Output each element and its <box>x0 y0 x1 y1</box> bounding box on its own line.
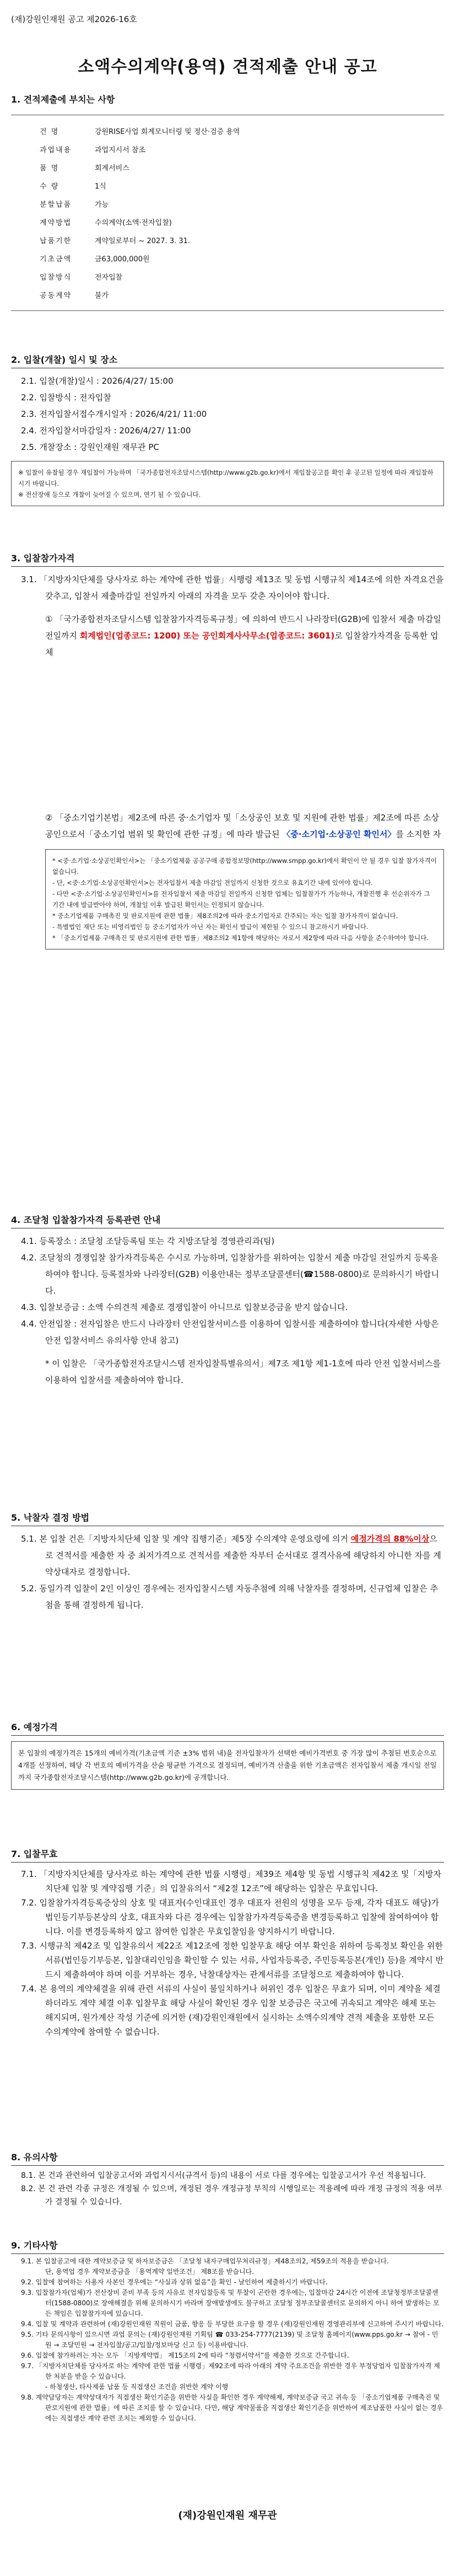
qualification-2: ② 「중소기업기본법」제2조에 따른 중·소기업자 및「소상공인 보호 및 지원에 관한 법률」제2조에 따른 소상공인으로서「중소기업 범위 및 확인에 관한 규정」에 따라 발급된 〈중·소기업·소상공인 확인서〉를 소지한 자 <box>45 813 441 839</box>
list-item: 4.4. 안전입찰 : 전자입찰은 반드시 나라장터 안전입찰서비스를 이용하여 입찰서를 제출하여야 합니다(자세한 사항은 안전 입찰서비스 유의사항 안내 참고) <box>21 1319 439 1345</box>
info-key: 품 명 <box>40 164 59 173</box>
list-item: 2.3. 전자입찰서접수개시일자 : 2026/4/21/ 11:00 <box>21 409 207 419</box>
section-4 <box>11 1213 444 1388</box>
info-value: 불가 <box>95 292 109 300</box>
info-key: 과업내용 <box>40 146 72 154</box>
info-value: 회계서비스 <box>95 164 129 173</box>
notice-box <box>11 461 444 506</box>
info-row <box>11 250 444 269</box>
notice-number: (재)강원인재원 공고 제2026-16호 <box>11 14 137 24</box>
section-4-title: 4. 조달청 입찰참가자격 등록관련 안내 <box>11 1215 161 1225</box>
paragraph: 3.1. 「지방자치단체를 당사자로 하는 계약에 관한 법률」시행령 제13조 및 동법 시행규칙 제14조에 의한 자격요건을 갖추고, 입찰서 제출마감일 전일까지 아래의 자격을 모두 갖춘 자이어야 합니다. <box>21 575 444 601</box>
list-item: 9.8. 계약담당자는 계약상대자가 직접생산 확인기준을 위반한 사실을 확인한 경우 계약해제, 계약보증금 국고 귀속 등 「중소기업제품 구매촉진 및 판로지원에 관한 법률」에 따른 조치를 할 수 있습니다. 다만, 해당 계약물품을 직접생산 확인기준을 위반하여 제조납품한 사실이 없는 경우에는 직접생산 계약 관련 조치는 제외할 수 있습니다. <box>21 2393 443 2422</box>
list-item: 2.2. 입찰방식 : 전자입찰 <box>21 393 111 402</box>
info-row <box>11 269 444 287</box>
note-text: * 「중소기업제품 구매촉진 및 판로지원에 관한 법률」제8조의2 제1항에 해당하는 자로서 제2항에 따라 다음 사항을 준수하여야 합니다. <box>52 934 429 942</box>
info-key: 수 량 <box>40 183 59 191</box>
list-item: 2.4. 전자입찰서마감일자 : 2026/4/27/ 11:00 <box>21 426 191 436</box>
list-item: 9.1. 본 입찰공고에 대한 계약보증금 및 하자보증금은 「조달청 내자구매업무처리규정」제48조의2, 제59조의 적용을 받습니다. <box>21 2257 389 2265</box>
section-3-title: 3. 입찰참가자격 <box>11 553 75 564</box>
info-value: 전자입찰 <box>95 273 123 282</box>
list-item: 9.2. 입찰에 참여하는 사용자 사본인 경우에는 “사실과 상위 없음”을 확인 - 날인하여 제출하시기 바랍니다. <box>21 2278 328 2286</box>
list-item: 2.5. 개찰장소 : 강원인재원 재무관 PC <box>21 442 159 452</box>
list-item: 9.5. 기타 문의사항이 있으시면 과업 문의는 (재)강원인재원 기획팀 ☎ 033-254-7777(2139) 및 조달청 홈페이지(www.pps.go.kr → 참여 - 민원 → 조달민원 → 전자입찰/공고/입찰/정보마당 신고 등) 이용바랍니다. <box>21 2331 438 2349</box>
info-row <box>11 123 444 141</box>
list-item: 7.3. 시행규칙 제42조 및 입찰유의서 제22조 제12조에 정한 입찰무효 해당 여부 확인을 위하여 등록정보 확인을 위한 서류(법인등기부등본, 입찰대리인임을 확인할 수 있는 서류, 사업자등록증, 주민등록등본(개인) 등)을 계약시 반드시 제출하여야 하며 이를 거부하는 경우, 낙찰대상자는 관계서류를 조달청으로 제출하여야 합니다. <box>21 1941 443 1979</box>
list-item: 7.4. 본 용역의 계약체결을 위해 관련 서류의 사실이 불일치하거나 허위인 경우 입찰은 무효가 되며, 이미 계약을 체결하더라도 계약 체결 이후 입찰무효 해당 사실이 확인된 경우 입찰 보증금은 국고에 귀속되고 계약은 해제 또는 해지되며, 원가계산 작성 기준에 의거한 (재)강원인재원에서 실시하는 소액수의계약 견적 제출을 포함한 모든 수의계약에 참여할 수 없습니다. <box>21 1984 441 2037</box>
info-value: 강원RISE사업 회계모니터링 및 정산·검증 용역 <box>95 128 240 136</box>
section-1-title: 1. 견적제출에 부치는 사항 <box>11 94 115 105</box>
info-row <box>11 196 444 214</box>
info-value: 과업지시서 참조 <box>95 146 146 154</box>
list-item: 9.3. 입찰참가자(업체)가 전산장비 준비 부족 등의 사유로 전자입찰등록 및 투찰이 곤란한 경우에는, 입찰마감 24시간 이전에 조달청정부조달콜센터(1588-0800)로 장애해결을 위해 문의하시기 바라며 장애발생에도 불구하고 조달청 정부조달콜센터로 문의하지 아니 하여 발생하는 모든 책임은 입찰참가자에 있습니다. <box>21 2289 440 2317</box>
info-value: 가능 <box>95 201 109 209</box>
section-6-title: 6. 예정가격 <box>11 1722 58 1732</box>
divider <box>11 1735 444 1736</box>
list-item: 5.1. 본 입찰 건은「지방자치단체 입찰 및 계약 집행기준」제5장 수의계약 운영요령에 의거 예정가격의 88%이상으로 견적서를 제출한 자 중 최저가격으로 견적서를 제출한 자부터 순서대로 결격사유에 해당하지 아니한 자를 계약상대자로 결정합니다. <box>21 1534 441 1577</box>
info-value: 수의계약(소액·전자입찰) <box>95 219 172 227</box>
note-text: - 특별법인 재단 또는 비영리법인 등 중소기업자가 아닌 자는 확인서 발급이 제한될 수 있으니 참고하시기 바랍니다. <box>52 923 369 931</box>
info-row <box>11 232 444 250</box>
list-item: 8.1. 본 건과 관련하여 입찰공고서와 과업지시서(규격서 등)의 내용이 서로 다를 경우에는 입찰공고서가 우선 적용됩니다. <box>21 2171 426 2180</box>
list-item: 5.2. 동일가격 입찰이 2인 이상인 경우에는 전자입찰시스템 자동추첨에 의해 낙찰자를 결정하며, 신규업체 입찰은 추첨을 통해 결정하게 됩니다. <box>21 1584 438 1610</box>
section-2-title: 2. 입찰(개찰) 일시 및 장소 <box>11 355 118 365</box>
info-key: 입찰방식 <box>40 273 72 282</box>
section-7-title: 7. 입찰무효 <box>11 1849 58 1859</box>
issuer-signature: (재)강원인재원 재무관 <box>178 2510 277 2521</box>
note-text: ※ 전산장애 등으로 개찰이 늦어질 수 있으며, 연기 될 수 있습니다. <box>18 491 201 498</box>
list-item: - 하청생산, 타사제품 납품 등 직접생산 조건을 위반한 계약 이행 <box>45 2383 229 2391</box>
info-key: 분할납품 <box>40 201 72 209</box>
info-row <box>11 287 444 305</box>
list-item: 9.4. 입찰 및 계약과 관련하여 (재)강원인재원 직원이 금품, 향응 등 부당한 요구를 할 경우 (재)강원인재원 경영관리부에 신고하여 주시기 바랍니다. <box>21 2320 444 2328</box>
page-title: 소액수의계약(용역) 견적제출 안내 공고 <box>78 57 377 77</box>
info-value: 금63,000,000원 <box>95 255 150 264</box>
list-item: 4.3. 입찰보증금 : 소액 수의견적 제출로 경쟁입찰이 아니므로 입찰보증금을 받지 않습니다. <box>21 1302 348 1312</box>
list-item: 8.2. 본 건 관련 각종 규정은 개정될 수 있으며, 개정된 경우 개정규정 부칙의 시행일로는 적용례에 따라 개정 규정의 적용 여부가 결정될 수 있습니다. <box>21 2185 442 2207</box>
divider <box>11 566 444 567</box>
info-row <box>11 159 444 178</box>
certificate-text: 〈중·소기업·소상공인 확인서〉 <box>282 829 396 839</box>
note-text: - 다만 <중·소기업·소상공인확인서>를 전자입찰서 제출 마감일 전일까지 신청한 업체는 입찰참가가 가능하나, 개찰진행 후 선순위자가 그 기간 내에 발급받아야 하며, 개찰일 이후 발급된 확인서는 인정되지 않습니다. <box>52 890 430 909</box>
section-1-header <box>11 93 444 105</box>
section-5-title: 5. 낙찰자 결정 방법 <box>11 1512 90 1523</box>
section-7 <box>11 1847 444 2039</box>
info-key: 납품기한 <box>40 237 72 245</box>
note-text: * <중·소기업·소상공인확인서>는 「중소기업제품 공공구매 종합정보망(http://www.smpp.go.kr)에서 확인이 안 될 경우 입찰 참가자격이 없습니다. <box>52 857 437 876</box>
list-item: 2.1. 입찰(개찰)일시 : 2026/4/27/ 15:00 <box>21 376 174 386</box>
section-8-title: 8. 유의사항 <box>11 2152 58 2162</box>
info-key: 건 명 <box>40 128 59 136</box>
qualification-1: ① 「국가종합전자조달시스템 입찰참가자격등록규정」에 의하여 반드시 나라장터(G2B)에 입찰서 제출 마감일 전일까지 회계법인(업종코드: 1200) 또는 공인회계사사무소(업종코드: 3601)로 입찰참가자격을 등록한 업체 <box>45 614 441 657</box>
section-9-title: 9. 기타사항 <box>11 2240 58 2251</box>
list-item: 7.2. 입찰참가자격등록증상의 상호 및 대표자(수인대표인 경우 대표자 전원의 성명을 모두 등재, 각자 대표도 해당)가 법인등기부등본상의 상호, 대표자와 다른 경우에는 입찰참가자격등록증을 변경등록하고 입찰에 참여하여야 합니다. 이를 변경등록하지 않고 참여한 입찰은 무효입찰임을 양지하시기 바랍니다. <box>21 1898 440 1936</box>
note-text: ※ 입찰이 유찰될 경우 재입찰이 가능하며 「국가종합전자조달시스템(http://www.g2b.go.kr)에서 재입찰공고를 확인 후 공고된 일정에 따라 재입찰하시기 바랍니다. <box>18 469 434 487</box>
price-threshold-text: 예정가격의 88%이상 <box>350 1534 430 1544</box>
section-5 <box>11 1511 444 1613</box>
info-value: 1식 <box>95 183 106 191</box>
info-key: 계약방법 <box>40 219 72 227</box>
info-table <box>11 115 444 311</box>
list-item: 단, 용역업 경우 계약보증금을 「용역계약 일반조건」 제8조를 받습니다. <box>45 2268 254 2276</box>
list-item: 4.1. 등록장소 : 조달청 조달등록팀 또는 각 지방조달청 경영관리과(팀) <box>21 1236 275 1246</box>
notice-box: 본 입찰의 예정가격은 15개의 예비가격(기초금액 기준 ±3% 범위 내)을 전자입찰자가 선택한 예비가격번호 중 가장 많이 추첨된 번호순으로 4개를 선정하여, 해당 각 번호의 예비가격을 산술 평균한 가격으로 결정되며, 예비가격 산출을 위한 기초금액은 전자입찰서 제출 개시일 전일까지 국가종합전자조달시스템(http://www.g2b.go.kr)에 공개합니다. <box>11 1741 444 1790</box>
info-key: 기초금액 <box>40 255 72 264</box>
note-text: * 중소기업제품 구매촉진 및 판로지원에 관한 법률」제8조의2에 따라 중소기업자로 간주되는 자는 입찰 참가자격이 없습니다. <box>52 912 398 920</box>
list-item: 9.6. 입찰에 참가하려는 자는 모두 「지방계약법」 제15조의 2에 따라 “청렴서약서”를 제출한 것으로 간주합니다. <box>21 2352 349 2359</box>
list-item: 9.7. 「지방자치단체를 당사자로 하는 계약에 관한 법률 시행령」제92조에 따라 아래의 계약 주요조건을 위반한 경우 부정당업자 입찰참가자격 제한 처분을 받을 수 있습니다. <box>21 2362 440 2380</box>
note-text: - 단, <중·소기업·소상공인확인서>는 전자입찰서 제출 마감일 전일까지 신청한 것으로 유효기간 내에 있어야 합니다. <box>52 879 373 887</box>
section-8 <box>11 2150 444 2209</box>
section-2 <box>11 353 444 506</box>
info-row <box>11 214 444 232</box>
info-row <box>11 178 444 196</box>
section-6 <box>11 1720 444 1790</box>
info-value: 계약일로부터 ~ 2027. 3. 31. <box>95 237 191 245</box>
note-text: * 이 입찰은 「국가종합전자조달시스템 전자입찰특별유의서」제7조 제1항 제1-1호에 따라 안전 입찰서비스를 이용하여 입찰서를 제출하여야 합니다. <box>45 1359 441 1385</box>
section-9 <box>11 2239 444 2424</box>
list-item: 7.1. 「지방자치단체를 당사자로 하는 계약에 관한 법률 시행령」제39조 제4항 및 동법 시행규칙 제42조 및「지방자치단체 입찰 및 계약집행 기준」의 입찰유의서 “제2절 12조”에 해당하는 입찰은 무효입니다. <box>21 1869 441 1893</box>
business-code-text: 회계법인(업종코드: 1200) 또는 공인회계사사무소(업종코드: 3601) <box>79 631 335 641</box>
info-row <box>11 141 444 159</box>
info-key: 공동계약 <box>40 292 72 300</box>
section-3 <box>11 551 444 949</box>
notice-box <box>45 849 444 949</box>
list-item: 4.2. 조달청의 경쟁입찰 참가자격등록은 수시로 가능하며, 입찰참가를 위하여는 입찰서 제출 마감일 전일까지 등록을 하여야 합니다. 등록절차와 나라장터(G2B) 이용안내는 정부조달콜센터(☎1588-0800)로 문의하시기 바랍니다. <box>21 1253 440 1296</box>
